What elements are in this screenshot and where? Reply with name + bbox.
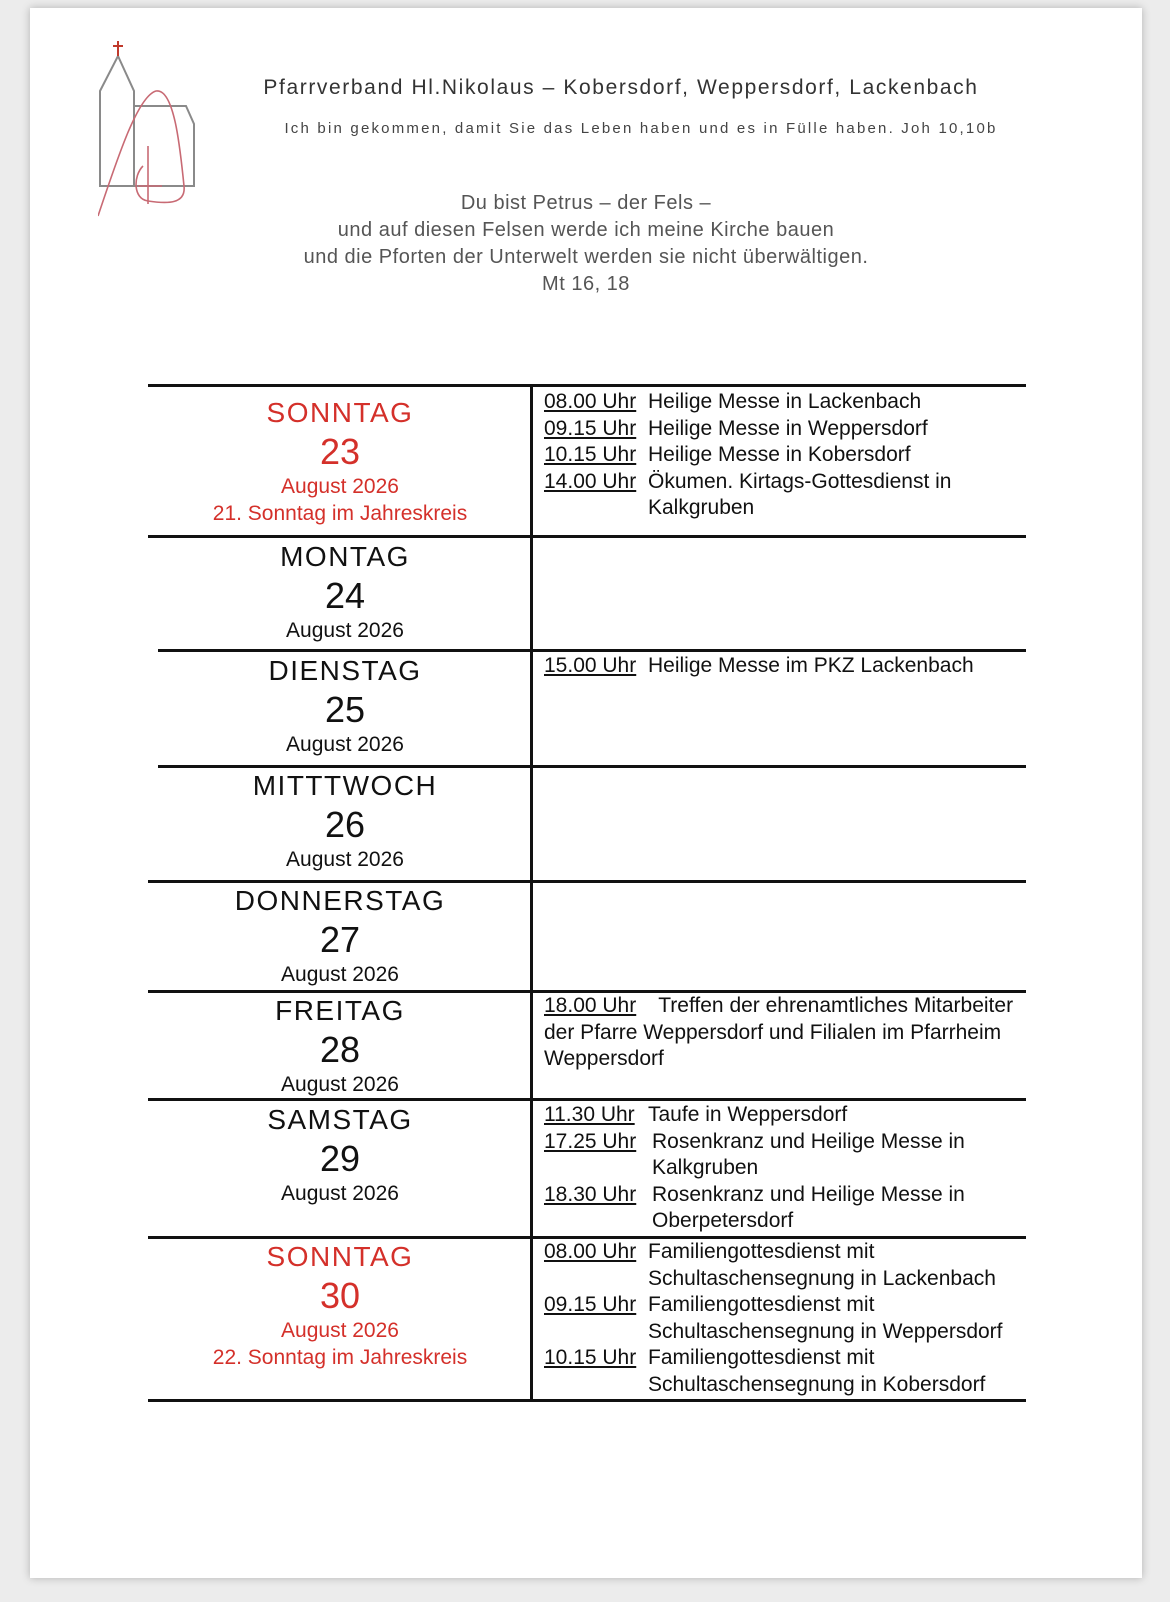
event-time: 14.00 Uhr [544, 469, 637, 493]
event-item [544, 1292, 1024, 1345]
bible-quote [30, 190, 1142, 298]
day-number: 29 [319, 1138, 361, 1179]
event-time: 08.00 Uhr [544, 390, 637, 413]
event-desc: Heilige Messe in Kobersdorf [648, 443, 911, 466]
table-rule [148, 384, 1026, 387]
quote-line: und auf diesen Felsen werde ich meine Kirche bauen [337, 219, 835, 241]
event-item [544, 1345, 1024, 1398]
day-name: MITTTWOCH [252, 770, 438, 801]
table-rule [148, 880, 1026, 883]
parish-title: Pfarrverband Hl.Nikolaus – Kobersdorf, Weppersdorf, Lackenbach [263, 76, 979, 99]
table-rule [148, 535, 1026, 538]
event-desc: Rosenkranz und Heilige Messe in Oberpetersdorf [652, 1182, 965, 1232]
quote-line: und die Pforten der Unterwelt werden sie nicht überwältigen. [303, 246, 869, 268]
event-desc: Taufe in Weppersdorf [648, 1103, 848, 1126]
day-name: DONNERSTAG [234, 885, 446, 916]
day-month: August 2026 [286, 733, 404, 756]
day-name: SAMSTAG [267, 1104, 413, 1135]
quote-reference: Mt 16, 18 [542, 273, 630, 295]
event-time: 15.00 Uhr [544, 654, 637, 677]
event-item [544, 1239, 1024, 1292]
document-page [30, 8, 1142, 1578]
day-month: August 2026 [281, 1073, 399, 1096]
event-item [544, 416, 1024, 443]
day-month: August 2026 [281, 475, 399, 498]
day-number: 23 [319, 431, 361, 472]
day-cell-sunday-23 [150, 396, 530, 527]
table-rule [148, 1098, 1026, 1101]
event-time: 17.25 Uhr [544, 1129, 637, 1153]
liturgical-day: 21. Sonntag im Jahreskreis [212, 502, 468, 525]
table-column-divider [530, 385, 533, 1400]
day-cell-thursday-27 [150, 884, 530, 988]
event-item [544, 993, 1014, 1073]
event-item [544, 469, 1024, 522]
day-cell-sunday-30 [150, 1240, 530, 1371]
day-cell-saturday-29 [150, 1103, 530, 1207]
event-time: 18.30 Uhr [544, 1182, 637, 1206]
event-desc: Familiengottesdienst mit Schultaschensegnung in Lackenbach [648, 1240, 996, 1290]
table-rule [148, 1399, 1026, 1402]
quote-line: Du bist Petrus – der Fels – [460, 192, 712, 214]
day-cell-wednesday-26 [155, 769, 535, 873]
event-time: 18.00 Uhr [544, 994, 637, 1017]
event-time: 10.15 Uhr [544, 1346, 637, 1369]
events-saturday-29 [544, 1102, 1024, 1235]
day-month: August 2026 [281, 963, 399, 986]
day-cell-monday-24 [155, 540, 535, 644]
day-name: SONNTAG [266, 397, 414, 428]
day-cell-friday-28 [150, 994, 530, 1098]
liturgical-day: 22. Sonntag im Jahreskreis [212, 1346, 468, 1369]
day-name: MONTAG [280, 541, 410, 572]
event-time: 09.15 Uhr [544, 416, 637, 440]
table-rule [158, 765, 1026, 768]
day-number: 25 [324, 689, 366, 730]
event-time: 11.30 Uhr [544, 1103, 635, 1126]
event-desc: Heilige Messe in Weppersdorf [648, 416, 928, 440]
table-rule [158, 649, 1026, 652]
day-month: August 2026 [286, 619, 404, 642]
event-desc: Familiengottesdienst mit Schultaschensegnung in Weppersdorf [648, 1293, 1003, 1343]
event-desc: Heilige Messe im PKZ Lackenbach [648, 654, 974, 677]
event-time: 10.15 Uhr [544, 443, 637, 466]
events-sunday-30 [544, 1239, 1024, 1398]
events-tuesday-25 [544, 653, 1024, 680]
events-friday-28 [544, 993, 1014, 1073]
day-number: 27 [319, 919, 361, 960]
event-desc: Familiengottesdienst mit Schultaschensegnung in Kobersdorf [648, 1346, 986, 1396]
event-item [544, 653, 1024, 680]
event-item [544, 1102, 1024, 1129]
day-number: 28 [319, 1029, 361, 1070]
event-item [544, 1182, 1024, 1235]
event-item [544, 389, 1024, 416]
day-month: August 2026 [281, 1182, 399, 1205]
day-number: 24 [324, 575, 366, 616]
motto-verse: Ich bin gekommen, damit Sie das Leben haben und es in Fülle haben. Joh 10,10b [284, 120, 998, 137]
day-number: 30 [319, 1275, 361, 1316]
event-item [544, 1129, 1024, 1182]
day-month: August 2026 [281, 1319, 399, 1342]
event-time: 09.15 Uhr [544, 1293, 637, 1316]
events-sunday-23 [544, 389, 1024, 522]
event-desc: Ökumen. Kirtags-Gottesdienst in Kalkgruben [648, 469, 952, 519]
day-number: 26 [324, 804, 366, 845]
day-name: FREITAG [275, 995, 405, 1026]
event-desc: Heilige Messe in Lackenbach [648, 390, 922, 413]
day-month: August 2026 [286, 848, 404, 871]
day-name: DIENSTAG [268, 655, 422, 686]
event-time: 08.00 Uhr [544, 1240, 637, 1263]
day-name: SONNTAG [266, 1241, 414, 1272]
event-item [544, 442, 1024, 469]
event-desc: Rosenkranz und Heilige Messe in Kalkgruben [652, 1129, 965, 1179]
day-cell-tuesday-25 [155, 654, 535, 758]
event-desc: Treffen der ehrenamtliches Mitarbeiter der Pfarre Weppersdorf und Filialen im Pfarrheim Weppersdorf [544, 994, 1014, 1070]
